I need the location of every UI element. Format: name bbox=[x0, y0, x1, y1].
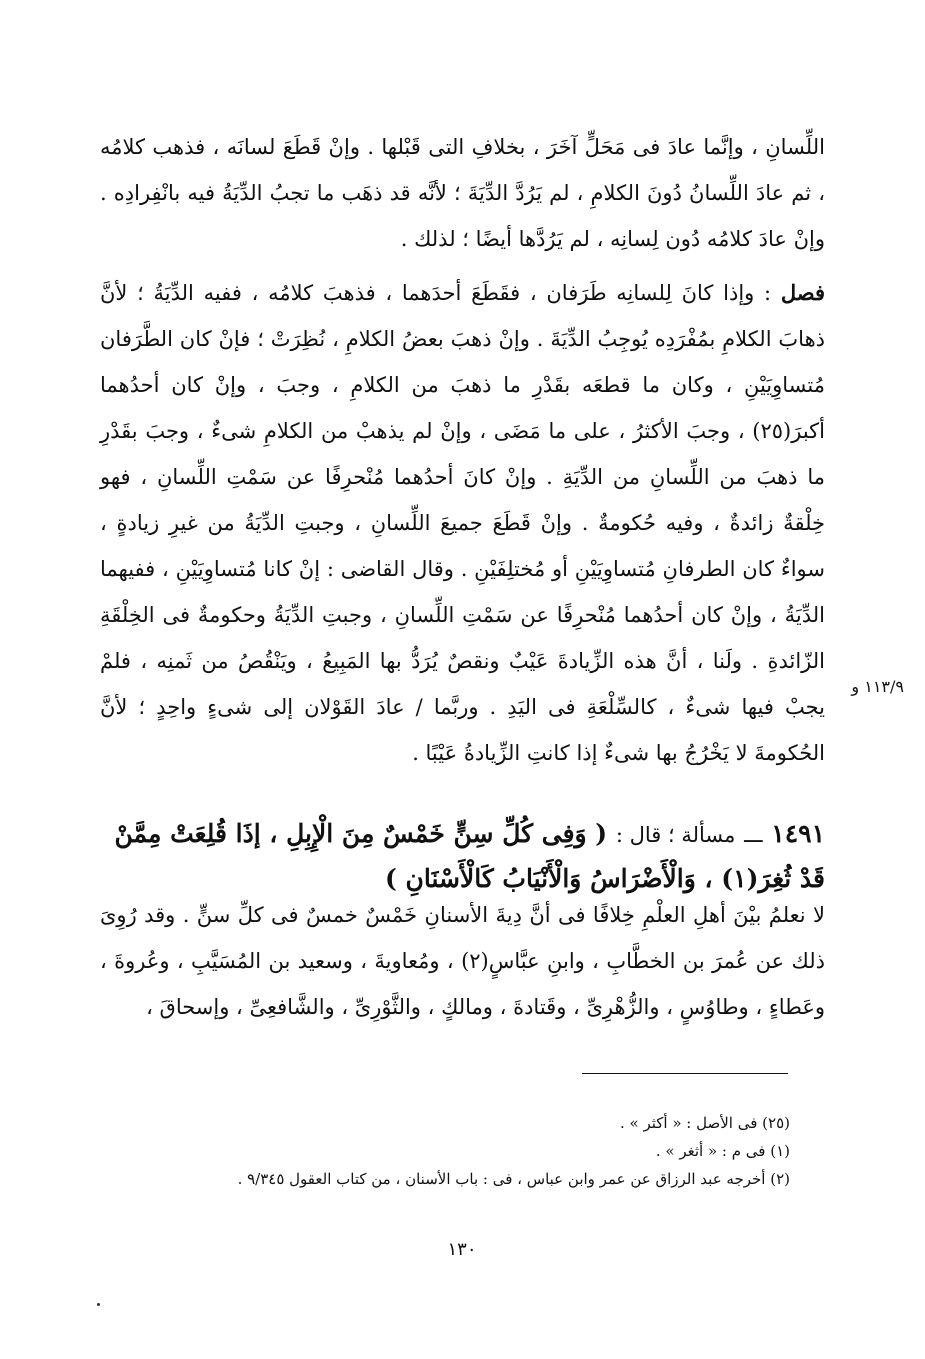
issue-label: مسألة ؛ قال : bbox=[615, 823, 736, 847]
paragraph-3: لا نعلمُ بيْنَ أهلِ العلْمِ خِلافًا فى أنَّ دِيةَ الأسنانِ خَمْسٌ خمسٌ فى كلِّ سنٍّ . وقد رُوِىَ ذلك عن عُمرَ بن الخطَّابِ ، وابنِ عبَّاسٍ(٢) ، ومُعاويةَ ، وسعيد بن المُسَيَّبِ ، وعُروةَ ، وعَطاءٍ ، وطاوُسٍ ، والزُّهْرِىِّ ، وقَتادةَ ، ومالكٍ ، والثَّوْرِىِّ ، والشَّافعِىِّ ، وإسحاقَ ، bbox=[100, 903, 825, 1019]
scan-speck bbox=[97, 1303, 100, 1306]
page-number: ١٣٠ bbox=[447, 1239, 477, 1260]
footnote-25: (٢٥) فى الأصل : « أكثر » . bbox=[620, 1114, 790, 1132]
paragraph-1: اللِّسانِ ، وإنَّما عادَ فى مَحَلٍّ آخَرَ ، بخلافِ التى قَبْلها . وإنْ قَطَعَ لسانَه ، فذهب كلامُه ، ثم عادَ اللِّسانُ دُونَ الكلامِ ، لم يَرُدَّ الدِّيَةَ ؛ لأنَّه قد ذهَب ما تجبُ الدِّيَةُ فيه بانْفِرادِه . وإنْ عادَ كلامُه دُون لِسانِه ، لم يَرُدَّها أيضًا ؛ لذلك . bbox=[100, 135, 825, 251]
section-lead-word: فصل bbox=[780, 280, 825, 305]
paragraph-2-text: : وإذا كانَ لِلسانِه طَرَفان ، فقَطَعَ أحدَهما ، فذهبَ كلامُه ، ففيه الدِّيَةُ ؛ لأنَّ ذهابَ الكلامِ بمُفْرَدِه يُوجِبُ الدِّيَةَ . وإنْ ذهبَ بعضُ الكلامِ ، نُظِرَتْ ؛ فإنْ كان الطَّرَفان مُتساوِيَيْنِ ، وكان ما قطعَه بقَدْرِ ما ذهبَ من الكلامِ ، وجبَ ، وإنْ كان أحدُهما أكبرَ(٢٥) ، وجبَ الأكثرُ ، على ما مَضَى ، وإنْ لم يذهبْ من الكلامِ شىءٌ ، وجبَ بقَدْرِ ما ذهبَ من اللِّسانِ من الدِّيَةِ . وإنْ كانَ أحدُهما مُنْحرِفًا عن سَمْتِ اللِّسانِ ، فهو خِلْقةٌ زائدةٌ ، وفيه حُكومةٌ . وإنْ قَطَعَ جميعَ اللِّسانِ ، وجبتِ الدِّيَةُ من غيرِ زيادةٍ ، سواءٌ كان الطرفانِ مُتساوِيَيْنِ أو مُختلِفَيْنِ . وقال القاضى : إنْ كانا مُتساوِيَيْنِ ، ففيهما الدِّيَةُ ، وإنْ كان أحدُهما مُنْحرِفًا عن سَمْتِ اللِّسانِ ، وجبتِ الدِّيَةُ وحكومةٌ فى الخِلْقَةِ الزّائدةِ . ولَنا ، أنَّ هذه الزِّيادةَ عَيْبٌ ونقصٌ يُرَدُّ بها المَبِيعُ ، ويَنْقُصُ من ثَمنِه ، فلمْ يجبْ فيها شىءٌ ، كالسِّلْعَةِ فى اليَدِ . وربَّما / عادَ القَوْلان إلى شىءٍ واحِدٍ ؛ لأنَّ الحُكومةَ لا يَخْرُجُ بها شىءٌ إذا كانتِ الزِّيادةُ عَيْبًا . bbox=[100, 281, 825, 765]
heading-dash: ـــ bbox=[744, 823, 763, 847]
paragraph-2-section bbox=[100, 270, 825, 776]
footnotes bbox=[100, 1109, 790, 1193]
issue-quote: ( وَفِى كُلِّ سِنٍّ خَمْسٌ مِنَ الْإِبِلِ ، إذَا قُلِعَتْ مِمَّنْ قَدْ ثُغِرَ(١) ، وَالْأَضْرَاسُ وَالْأَنْيَابُ كَالْأَسْنَانِ ) bbox=[114, 819, 825, 893]
footnote-2: (٢) أخرجه عبد الرزاق عن عمر وابن عباس ، فى : باب الأسنان ، من كتاب العقول ٩/٣٤٥ . bbox=[237, 1170, 790, 1188]
issue-number: ١٤٩١ bbox=[771, 819, 825, 848]
issue-heading bbox=[100, 812, 825, 901]
footnote-1: (١) فى م : « أثغر » . bbox=[655, 1142, 790, 1160]
margin-folio-reference: ١١٣/٩ و bbox=[851, 677, 904, 696]
footnote-separator bbox=[582, 1073, 788, 1074]
